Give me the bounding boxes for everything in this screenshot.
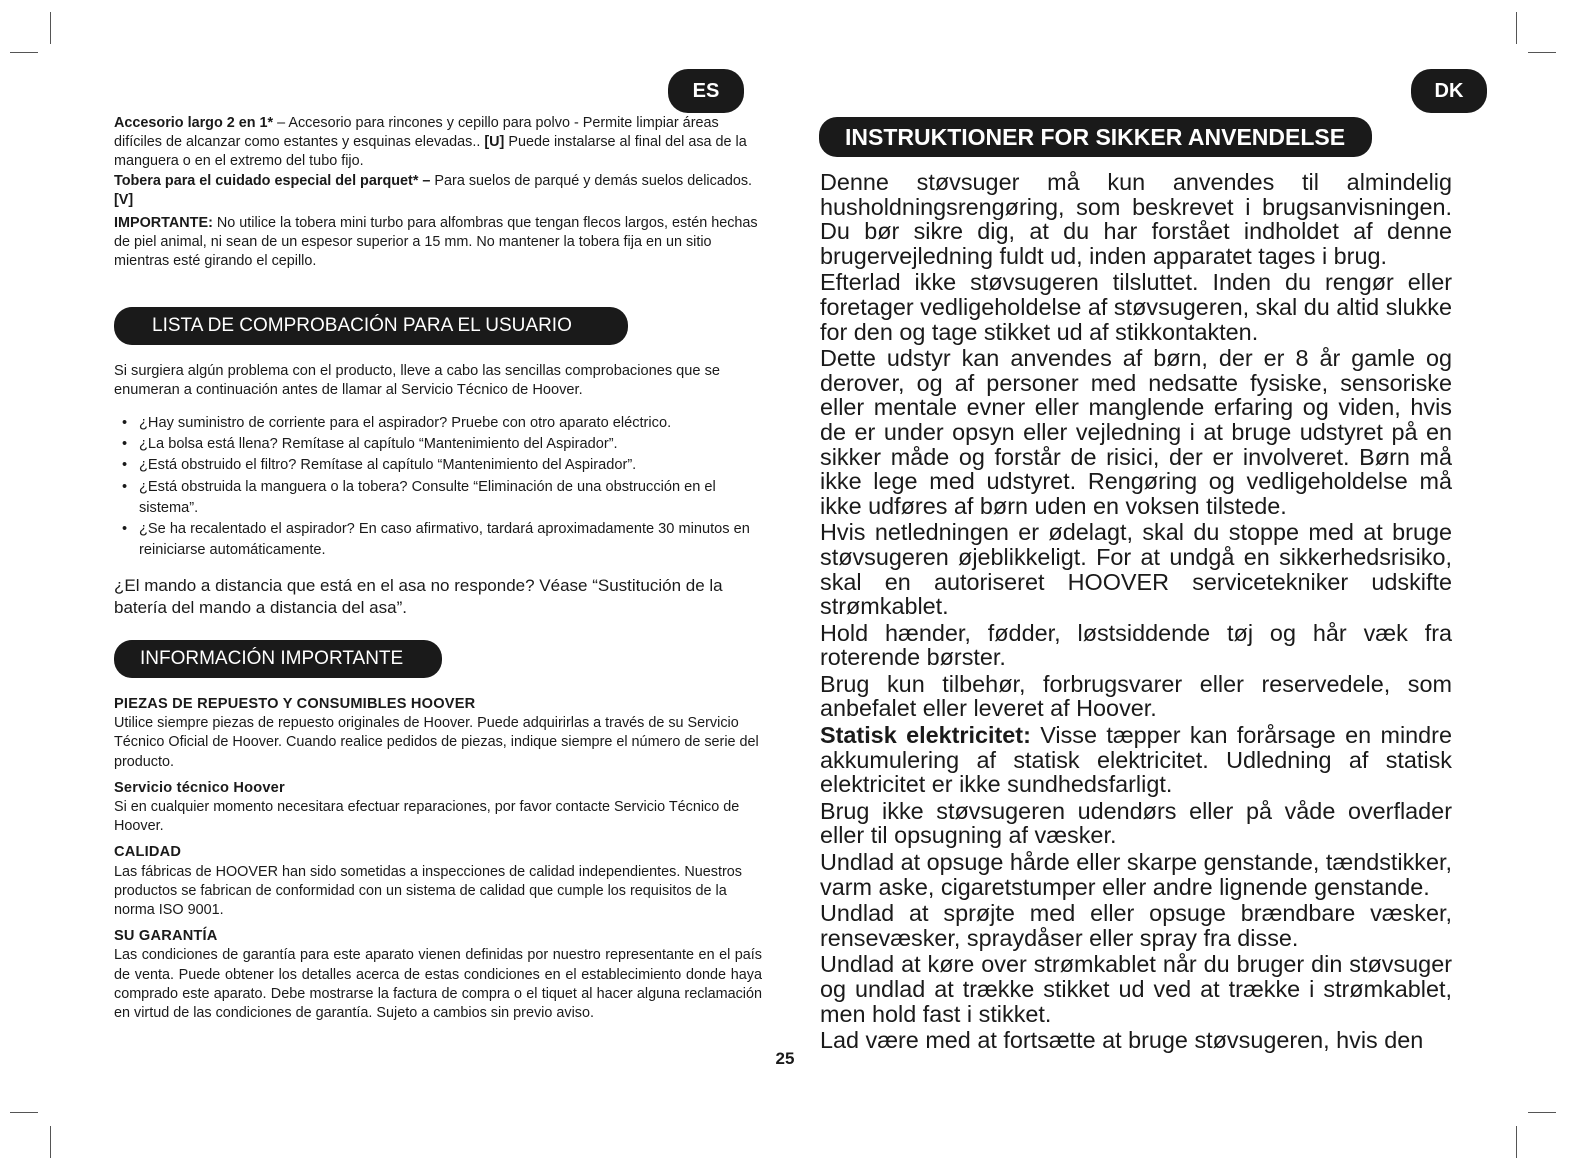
section-title-checklist: LISTA DE COMPROBACIÓN PARA EL USUARIO xyxy=(114,307,628,345)
checklist-intro: Si surgiera algún problema con el producto, lleve a cabo las sencillas comprobaciones que se enumeran a continuación antes de llamar al Servicio Técnico de Hoover. xyxy=(114,363,720,399)
es-accessories-text xyxy=(114,114,762,272)
section-title-important-info: INFORMACIÓN IMPORTANTE xyxy=(114,640,442,678)
page-number: 25 xyxy=(775,1049,795,1068)
list-item: • ¿Hay suministro de corriente para el aspirador? Pruebe con otro aparato eléctrico. xyxy=(122,413,762,434)
dk-paragraph: Hvis netledningen er ødelagt, skal du stoppe med at bruge støvsugeren øjeblikkeligt. For at undgå en sikkerhedsrisiko, skal en autoriseret HOOVER servicetekniker udskifte strømkablet. xyxy=(820,519,1452,620)
dk-paragraph: Efterlad ikke støvsugeren tilsluttet. Inden du rengør eller foretager vedligeholdelse af støvsugeren, skal du altid slukke for den og tage stikket ud af stikkontakten. xyxy=(820,269,1452,345)
dk-paragraph: Statisk elektricitet: Visse tæpper kan forårsage en mindre akkumulering af statisk elektricitet. Udledning af statisk elektricitet er ikke sundhedsfarligt. xyxy=(820,722,1452,798)
dk-paragraph: Undlad at køre over strømkablet når du bruger din støvsuger og undlad at trække stikket ud ved at trække i strømkablet, men hold fast i stikket. xyxy=(820,951,1452,1027)
dk-paragraph: Dette udstyr kan anvendes af børn, der er 8 år gamle og derover, og af personer med nedsatte fysiske, sensoriske eller mentale evner eller manglende erfaring og viden, hvis de er under opsyn eller vejledning i at bruge udstyret på en sikker måde og forstår de risici, der er involveret. Børn må ikke lege med udstyret. Rengøring og vedligeholdelse må ikke udføres af børn uden en voksen tilstede. xyxy=(820,345,1452,519)
dk-paragraph: Undlad at opsuge hårde eller skarpe genstande, tændstikker, varm aske, cigaretstumper eller andre lignende genstande. xyxy=(820,849,1452,900)
language-badge-dk: DK xyxy=(1411,69,1487,113)
crop-mark xyxy=(1528,1112,1556,1113)
spare-parts-text: Utilice siempre piezas de repuesto originales de Hoover. Puede adquirirlas a través de su Servicio Técnico Oficial de Hoover. Cuando realice pedidos de piezas, indique siempre el número de serie del producto. xyxy=(114,715,759,770)
accessory-paragraph: Accesorio largo 2 en 1* – Accesorio para rincones y cepillo para polvo - Permite limpiar áreas difíciles de alcanzar como estantes y esquinas elevadas.. [U] Puede instalarse al final del asa de la manguera o en el extremo del tubo fijo. xyxy=(114,115,747,170)
crop-mark xyxy=(10,52,38,53)
dk-paragraph: Brug ikke støvsugeren udendørs eller på våde overflader eller til opsugning af væsker. xyxy=(820,797,1452,849)
quality-heading: CALIDAD xyxy=(114,844,182,861)
dk-paragraph: Hold hænder, fødder, løstsiddende tøj og hår væk fra roterende børster. xyxy=(820,619,1452,671)
parquet-paragraph: Tobera para el cuidado especial del parquet* – Para suelos de parqué y demás suelos delicados. [V] xyxy=(114,172,753,208)
quality-text: Las fábricas de HOOVER han sido sometidas a inspecciones de calidad independientes. Nuestros productos se fabrican de conformidad con un sistema de calidad que cumple los requisitos de la norma ISO 9001. xyxy=(114,863,742,919)
crop-mark xyxy=(1528,52,1556,53)
crop-mark xyxy=(1516,12,1517,44)
spare-parts-heading: PIEZAS DE REPUESTO Y CONSUMIBLES HOOVER xyxy=(114,696,476,712)
service-text: Si en cualquier momento necesitara efectuar reparaciones, por favor contacte Servicio Técnico de Hoover. xyxy=(114,799,740,835)
checklist-list xyxy=(122,413,762,561)
dk-paragraph: Brug kun tilbehør, forbrugsvarer eller reservedele, som anbefalet eller leveret af Hoover. xyxy=(820,670,1452,722)
crop-mark xyxy=(1516,1126,1517,1158)
crop-mark xyxy=(10,1112,38,1113)
list-item: • ¿La bolsa está llena? Remítase al capítulo “Mantenimiento del Aspirador”. xyxy=(122,434,762,455)
language-badge-es: ES xyxy=(668,69,744,113)
important-paragraph: IMPORTANTE: No utilice la tobera mini turbo para alfombras que tengan flecos largos, estén hechas de piel animal, ni sean de un espesor superior a 15 mm. No mantener la tobera fija en un sitio mientras esté girando el cepillo. xyxy=(114,215,758,270)
remote-note: ¿El mando a distancia que está en el asa no responde? Véase “Sustitución de la batería del mando a distancia del asa”. xyxy=(114,576,723,617)
list-item: • ¿Se ha recalentado el aspirador? En caso afirmativo, tardará aproximadamente 30 minutos en reiniciarse automáticamente. xyxy=(122,519,762,561)
important-info-text xyxy=(114,695,762,1023)
section-title-dk-safety: INSTRUKTIONER FOR SIKKER ANVENDELSE xyxy=(819,117,1372,157)
dk-paragraph: Lad være med at fortsætte at bruge støvsugeren, hvis den xyxy=(820,1027,1424,1054)
service-heading: Servicio técnico Hoover xyxy=(114,779,285,796)
dk-safety-text xyxy=(820,170,1452,1055)
warranty-heading: SU GARANTÍA xyxy=(114,928,218,945)
list-item: • ¿Está obstruida la manguera o la tobera? Consulte “Eliminación de una obstrucción en el sistema”. xyxy=(122,477,762,519)
crop-mark xyxy=(50,12,51,44)
dk-paragraph: Undlad at sprøjte med eller opsuge brændbare væsker, rensevæsker, spraydåser eller spray fra disse. xyxy=(820,900,1452,951)
warranty-text: Las condiciones de garantía para este aparato vienen definidas por nuestro representante en el país de venta. Puede obtener los detalles acerca de estas condiciones en el establecimiento donde haya comprado este aparato. Debe mostrarse la factura de compra o el tiquet al hacer alguna reclamación en virtud de las condiciones de garantía. Sujeto a cambios sin previo aviso. xyxy=(114,947,762,1022)
list-item: • ¿Está obstruido el filtro? Remítase al capítulo “Mantenimiento del Aspirador”. xyxy=(122,455,762,476)
dk-paragraph: Denne støvsuger må kun anvendes til almindelig husholdningsrengøring, som beskrevet i brugsanvisningen. Du bør sikre dig, at du har forstået indholdet af denne brugervejledning fuldt ud, inden apparatet tages i brug. xyxy=(820,169,1452,269)
crop-mark xyxy=(50,1126,51,1158)
